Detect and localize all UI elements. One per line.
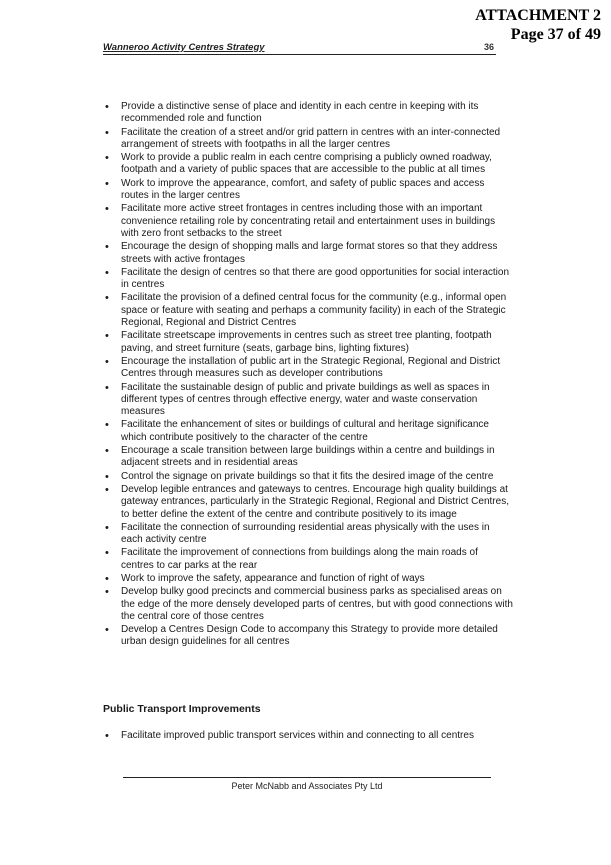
list-item: • Facilitate the improvement of connections from buildings along the main roads of centres to car parks at the rear xyxy=(103,547,513,572)
attachment-label: ATTACHMENT 2 xyxy=(475,7,601,24)
list-item: • Work to improve the appearance, comfort, and safety of public spaces and access routes in the larger centres xyxy=(103,178,513,203)
footer-text: Peter McNabb and Associates Pty Ltd xyxy=(231,781,383,791)
document-title: Wanneroo Activity Centres Strategy xyxy=(103,42,265,53)
design-objectives-list xyxy=(103,101,513,650)
list-item: • Develop legible entrances and gateways to centres. Encourage high quality buildings at gateway entrances, particularly in the Strategic Regional, Regional and District Centres, to better define the extent of the centre and contribute positively to its image xyxy=(103,484,513,521)
list-item: • Facilitate the connection of surrounding residential areas physically with the uses in each activity centre xyxy=(103,522,513,547)
attachment-page-number: Page 37 of 49 xyxy=(510,26,601,43)
list-item: • Facilitate the enhancement of sites or buildings of cultural and heritage significance which contribute positively to the character of the centre xyxy=(103,419,513,444)
list-item: • Facilitate improved public transport services within and connecting to all centres xyxy=(103,730,513,742)
list-item: • Work to provide a public realm in each centre comprising a publicly owned roadway, footpath and a variety of public spaces that are accessible to the public at all times xyxy=(103,152,513,177)
section-heading: Public Transport Improvements xyxy=(103,703,261,715)
footer-divider xyxy=(123,777,491,778)
list-item: • Facilitate the sustainable design of public and private buildings as well as spaces in different types of centres through effective energy, water and waste conservation measures xyxy=(103,382,513,419)
list-item: • Work to improve the safety, appearance and function of right of ways xyxy=(103,573,513,585)
list-item: • Encourage a scale transition between large buildings within a centre and buildings in adjacent streets and in residential areas xyxy=(103,445,513,470)
attachment-stamp xyxy=(475,6,601,44)
header-page-number: 36 xyxy=(483,42,494,52)
list-item: • Facilitate the creation of a street and/or grid pattern in centres with an inter-connected arrangement of streets with footpaths in all the larger centres xyxy=(103,127,513,152)
list-item: • Facilitate the provision of a defined central focus for the community (e.g., informal open space or feature with seating and perhaps a community facility) in each of the Strategic Regional, Regional and District Centres xyxy=(103,292,513,329)
list-item: • Develop a Centres Design Code to accompany this Strategy to provide more detailed urban design guidelines for all centres xyxy=(103,624,513,649)
public-transport-list xyxy=(103,730,513,742)
list-item: • Facilitate streetscape improvements in centres such as street tree planting, footpath paving, and street furniture (seats, garbage bins, lighting fixtures) xyxy=(103,330,513,355)
list-item: • Provide a distinctive sense of place and identity in each centre in keeping with its recommended role and function xyxy=(103,101,513,126)
list-item: • Control the signage on private buildings so that it fits the desired image of the centre xyxy=(103,471,513,483)
list-item: • Facilitate more active street frontages in centres including those with an important convenience retailing role by concentrating retail and entertainment uses in buildings with zero front setbacks to the street xyxy=(103,203,513,240)
list-item: • Facilitate the design of centres so that there are good opportunities for social interaction in centres xyxy=(103,267,513,292)
list-item: • Encourage the design of shopping malls and large format stores so that they address streets with active frontages xyxy=(103,241,513,266)
list-item: • Encourage the installation of public art in the Strategic Regional, Regional and District Centres through measures such as developer contributions xyxy=(103,356,513,381)
list-item: • Develop bulky good precincts and commercial business parks as specialised areas on the edge of the more densely developed parts of centres, but with good connections with the central core of those centres xyxy=(103,586,513,623)
running-header xyxy=(103,42,496,55)
